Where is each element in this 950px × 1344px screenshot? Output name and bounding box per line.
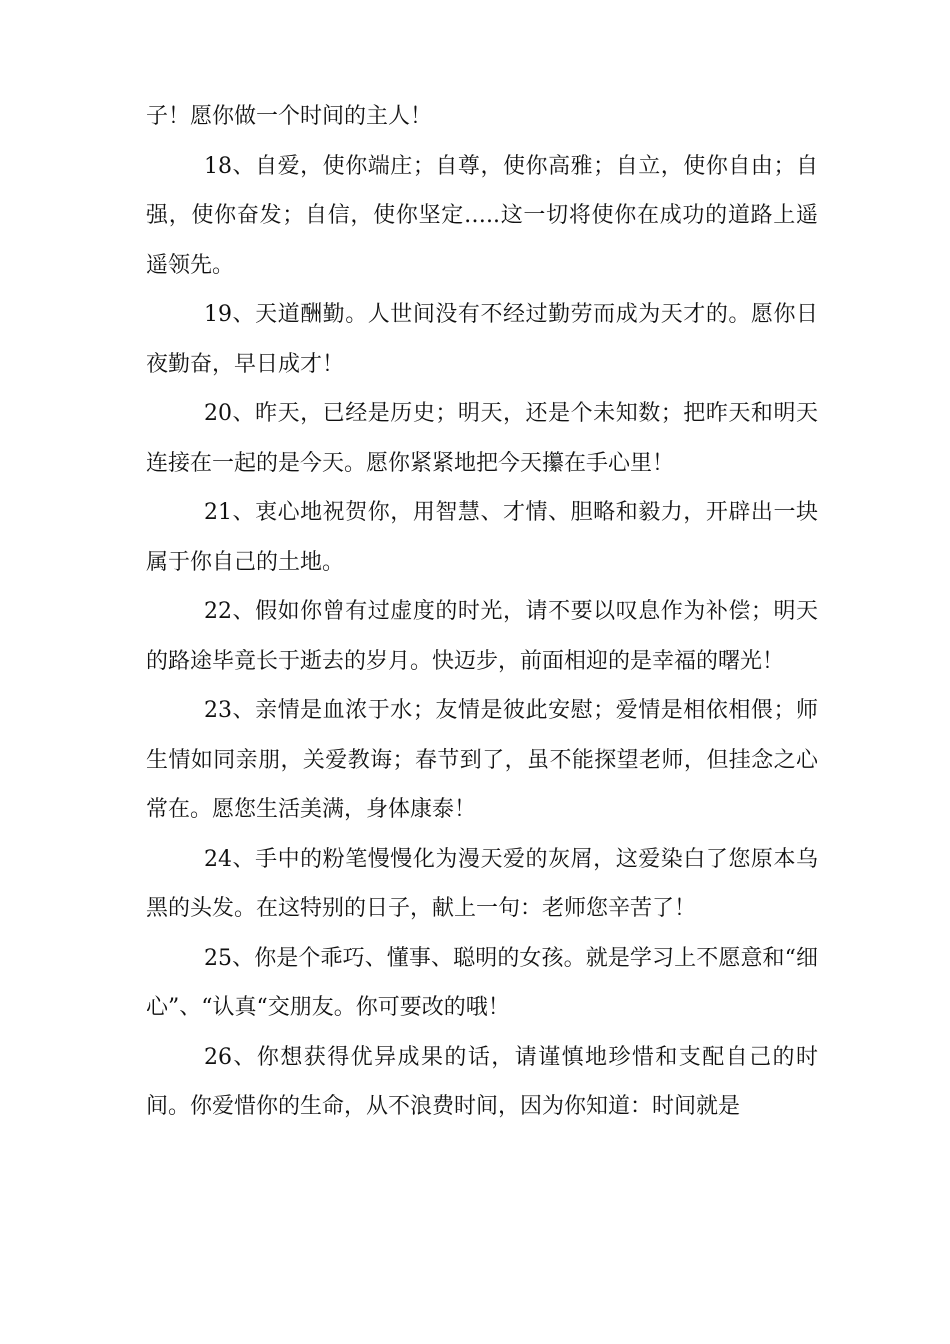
- paragraph-19: 19、天道酬勤。人世间没有不经过勤劳而成为天才的。愿你日夜勤奋，早日成才！: [146, 302, 818, 377]
- document-body: [146, 92, 818, 1132]
- paragraph-24: 24、手中的粉笔慢慢化为漫天爱的灰屑，这爱染白了您原本乌黑的头发。在这特别的日子，献上一句：老师您辛苦了！: [146, 846, 818, 921]
- paragraph-23: 23、亲情是血浓于水；友情是彼此安慰；爱情是相依相偎；师生情如同亲朋，关爱教诲；春节到了，虽不能探望老师，但挂念之心常在。愿您生活美满，身体康泰！: [146, 698, 818, 822]
- paragraph-26: 26、你想获得优异成果的话，请谨慎地珍惜和支配自己的时间。你爱惜你的生命，从不浪费时间，因为你知道：时间就是: [146, 1044, 818, 1119]
- paragraph-25: 25、你是个乖巧、懂事、聪明的女孩。就是学习上不愿意和“细心”、“认真“交朋友。你可要改的哦！: [146, 945, 818, 1020]
- paragraph-18: 18、自爱，使你端庄；自尊，使你高雅；自立，使你自由；自强，使你奋发；自信，使你坚定…..这一切将使你在成功的道路上遥遥领先。: [146, 153, 818, 278]
- paragraph-continuation: 子！愿你做一个时间的主人！: [146, 104, 433, 129]
- paragraph-20: 20、昨天，已经是历史；明天，还是个未知数；把昨天和明天连接在一起的是今天。愿你紧紧地把今天攥在手心里！: [146, 401, 818, 476]
- paragraph-22: 22、假如你曾有过虚度的时光，请不要以叹息作为补偿；明天的路途毕竟长于逝去的岁月。快迈步，前面相迎的是幸福的曙光！: [146, 599, 818, 674]
- paragraph-21: 21、衷心地祝贺你，用智慧、才情、胆略和毅力，开辟出一块属于你自己的土地。: [146, 500, 818, 575]
